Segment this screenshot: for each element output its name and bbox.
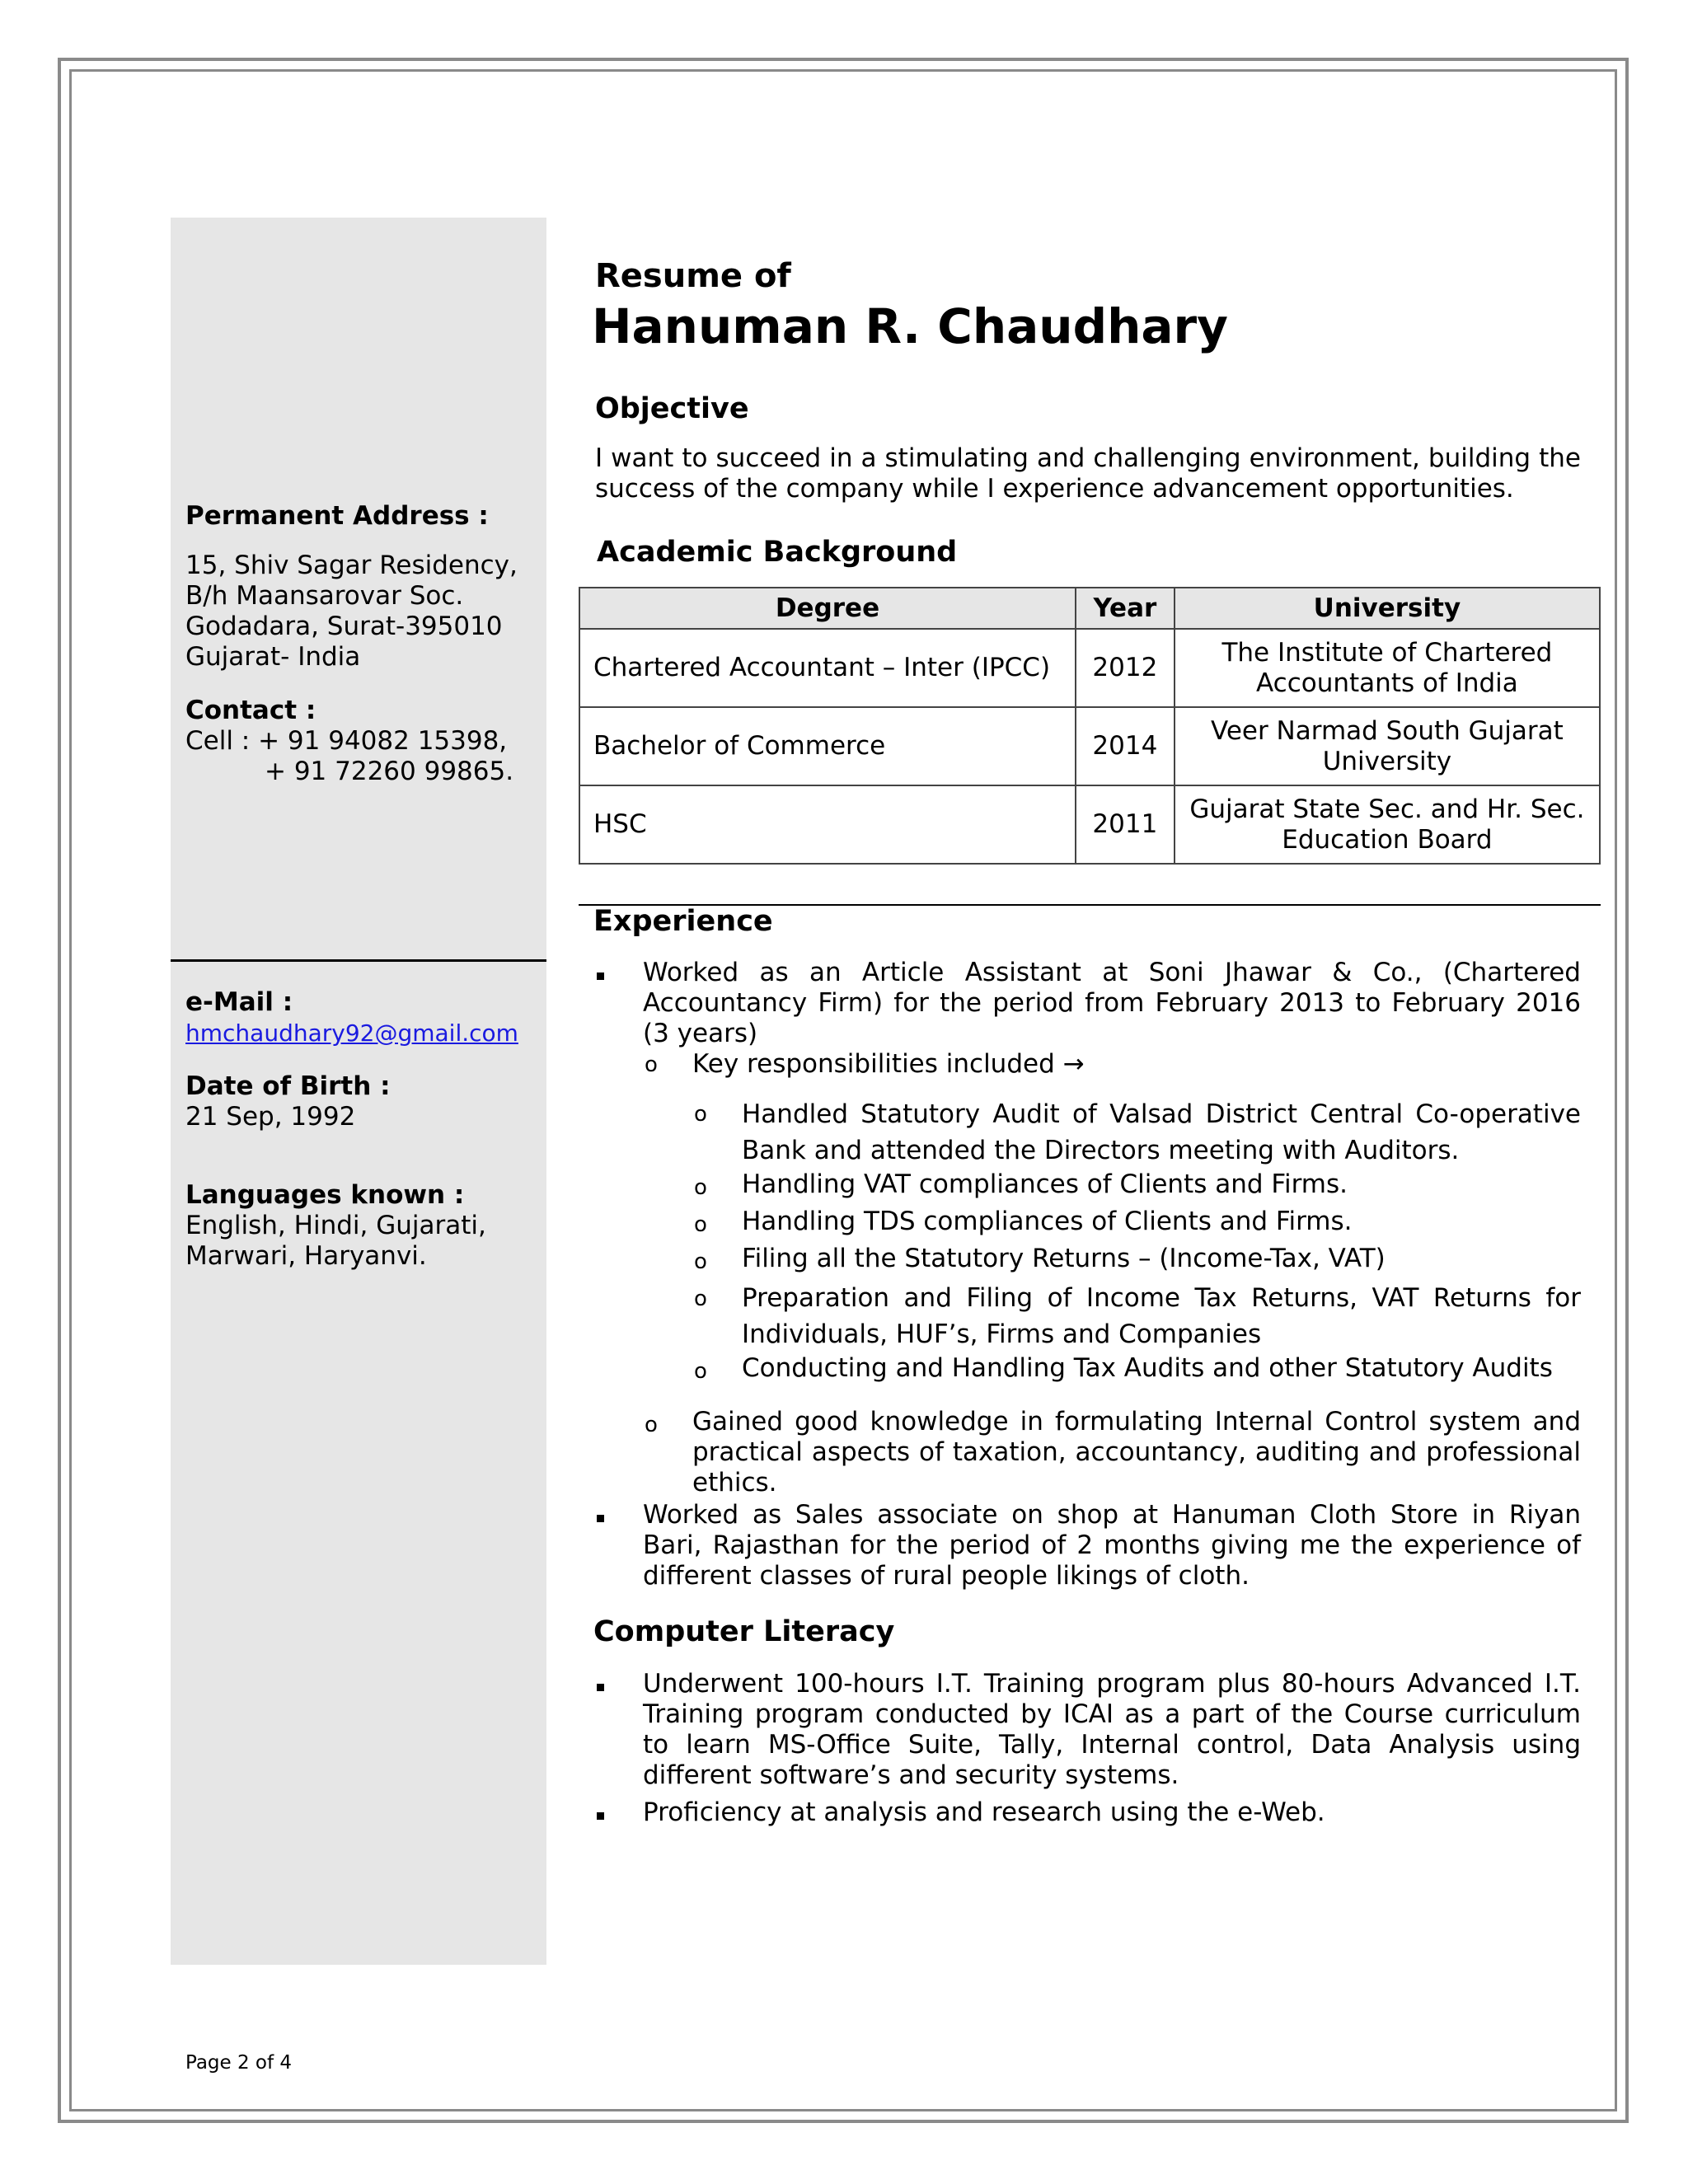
circle-bullet-icon: o <box>694 1286 707 1311</box>
circle-bullet-icon: o <box>645 1413 658 1437</box>
contact-label: Contact : <box>185 696 316 725</box>
address-label: Permanent Address : <box>185 501 489 531</box>
resume-of-heading: Resume of <box>595 257 791 295</box>
page-number: Page 2 of 4 <box>185 2052 293 2074</box>
responsibility-item: Handled Statutory Audit of Valsad District Central Co-operative Bank and attended the Directors meeting with Auditors. <box>742 1099 1581 1165</box>
languages-line: English, Hindi, Gujarati, <box>185 1211 486 1240</box>
circle-bullet-icon: o <box>694 1359 707 1384</box>
academic-heading: Academic Background <box>597 536 958 569</box>
university-cell: Gujarat State Sec. and Hr. Sec. Education Board <box>1175 785 1600 864</box>
experience-heading: Experience <box>593 905 773 938</box>
circle-bullet-icon: o <box>694 1102 707 1127</box>
table-header-row <box>579 588 1600 629</box>
circle-bullet-icon: o <box>694 1212 707 1237</box>
university-cell: The Institute of Chartered Accountants of India <box>1175 629 1600 707</box>
dob-value: 21 Sep, 1992 <box>185 1102 356 1132</box>
year-cell: 2012 <box>1076 629 1175 707</box>
responsibility-item: Preparation and Filing of Income Tax Returns, VAT Returns for Individuals, HUF’s, Firms and Companies <box>742 1283 1581 1349</box>
address-line: B/h Maansarovar Soc. <box>185 581 464 611</box>
objective-heading: Objective <box>595 392 749 425</box>
table-row <box>579 629 1600 707</box>
university-cell: Veer Narmad South Gujarat University <box>1175 707 1600 785</box>
academic-table <box>579 587 1601 865</box>
address-line: Godadara, Surat-395010 <box>185 612 503 641</box>
responsibility-item: Filing all the Statutory Returns – (Income-Tax, VAT) <box>742 1244 1386 1273</box>
contact-line: + 91 72260 99865. <box>265 757 514 786</box>
candidate-name: Hanuman R. Chaudhary <box>592 298 1228 354</box>
computer-item: Proficiency at analysis and research using the e-Web. <box>643 1797 1325 1827</box>
responsibility-item: Handling TDS compliances of Clients and Firms. <box>742 1207 1353 1236</box>
sidebar-divider <box>171 959 546 962</box>
responsibility-item: Conducting and Handling Tax Audits and other Statutory Audits <box>742 1353 1553 1383</box>
email-link[interactable]: hmchaudhary92@gmail.com <box>185 1019 518 1047</box>
dob-label: Date of Birth : <box>185 1071 391 1101</box>
year-cell: 2014 <box>1076 707 1175 785</box>
experience-item: Worked as Sales associate on shop at Hanuman Cloth Store in Riyan Bari, Rajasthan for the period of 2 months giving me the experience of different classes of rural people likings of cloth. <box>643 1500 1581 1591</box>
degree-cell: Chartered Accountant – Inter (IPCC) <box>579 629 1076 707</box>
circle-bullet-icon: o <box>694 1175 707 1200</box>
square-bullet-icon <box>597 1812 604 1820</box>
column-header: Year <box>1076 588 1175 629</box>
contact-line: Cell : + 91 94082 15398, <box>185 726 508 756</box>
objective-text: I want to succeed in a stimulating and challenging environment, building the success of the company while I experience advancement opportunities. <box>595 443 1581 504</box>
languages-line: Marwari, Haryanvi. <box>185 1241 427 1271</box>
circle-bullet-icon: o <box>645 1052 658 1077</box>
languages-label: Languages known : <box>185 1180 465 1210</box>
computer-item: Underwent 100-hours I.T. Training program plus 80-hours Advanced I.T. Training program conducted by ICAI as a part of the Course curriculum to learn MS-Office Suite, Tally, Internal control, Data Analysis using different software’s and security systems. <box>643 1669 1581 1790</box>
experience-item: Worked as an Article Assistant at Soni Jhawar & Co., (Chartered Accountancy Firm) for the period from February 2013 to February 2016 (3 years) <box>643 958 1581 1048</box>
year-cell: 2011 <box>1076 785 1175 864</box>
table-row <box>579 785 1600 864</box>
address-line: Gujarat- India <box>185 642 361 672</box>
address-block <box>185 501 518 787</box>
circle-bullet-icon: o <box>694 1249 707 1274</box>
table-row <box>579 707 1600 785</box>
degree-cell: Bachelor of Commerce <box>579 707 1076 785</box>
square-bullet-icon <box>597 1684 604 1691</box>
gained-knowledge: Gained good knowledge in formulating Internal Control system and practical aspects of taxation, accountancy, auditing and professional ethics. <box>692 1407 1581 1497</box>
computer-literacy-heading: Computer Literacy <box>593 1615 895 1648</box>
square-bullet-icon <box>597 972 604 980</box>
address-line: 15, Shiv Sagar Residency, <box>185 551 518 580</box>
email-label: e-Mail : <box>185 987 293 1017</box>
square-bullet-icon <box>597 1515 604 1522</box>
column-header: University <box>1175 588 1600 629</box>
key-responsibilities: Key responsibilities included → <box>692 1049 1085 1079</box>
degree-cell: HSC <box>579 785 1076 864</box>
responsibility-item: Handling VAT compliances of Clients and Firms. <box>742 1169 1348 1199</box>
personal-block <box>185 987 518 1272</box>
column-header: Degree <box>579 588 1076 629</box>
